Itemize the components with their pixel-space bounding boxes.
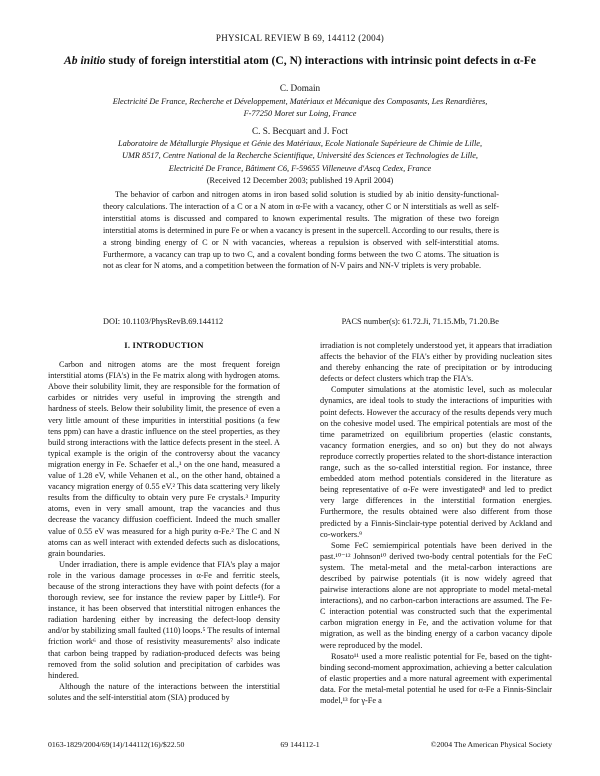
footer-page-number: 69 144112-1: [280, 740, 320, 749]
right-paragraph-3: Some FeC semiempirical potentials have been derived in the past.¹⁰⁻¹² Johnson¹⁰ derived two-body central potentials for the FeC system. The metal-metal and the metal-carbon interactions are described by pairwise potentials (it is now widely agreed that pairwise interactions alone are not appropriate to model metal-metal interactions), and no carbon-carbon interactions are assumed. The Fe-C interaction potential was constructed such that the experimental carbon migration energy in Fe, and the activation volume for that migration, as well as the binding energy of a carbon vacancy dipole were reproduced by the model.: [320, 540, 552, 650]
section-heading: I. INTRODUCTION: [124, 340, 204, 350]
author-line-2: C. S. Becquart and J. Foct: [252, 126, 348, 136]
left-column: [48, 340, 280, 703]
left-paragraph-3: Although the nature of the interactions between the interstitial solutes and the self-interstitial atom (SIA) produced by: [48, 681, 280, 702]
affiliation-1: [60, 96, 540, 121]
left-paragraph-2: Under irradiation, there is ample evidence that FIA's play a major role in the various damage processes in α-Fe and ferritic steels, because of the strong interactions they have with point defects (for a thorough review, see for instance the review paper by Little⁴). For instance, it has been observed that interstitial nitrogen enhances the radiation hardening either by increasing the defect-loop density and/or by stabilizing small faulted (110) loops.⁵ The results of internal friction work⁶ and those of resistivity measurements⁷ also indicate that carbon being trapped by radiation-produced defects was being removed from the solid solution and precipitation of carbides was hindered.: [48, 559, 280, 680]
right-paragraph-4: Rosato¹¹ used a more realistic potential for Fe, based on the tight-binding second-moment approximation, achieving a better calculation of elastic properties and a more natural agreement with experimental data. For the metal-metal potential he used for α-Fe a Finnis-Sinclair model,¹³ for γ-Fe a: [320, 651, 552, 705]
affiliation-2-text-1: Laboratoire de Métallurgie Physique et Génie des Matériaux, Ecole Nationale Supérieure de Chimie de Lille,: [117, 139, 483, 148]
affiliation-2-block: [60, 138, 540, 175]
footer-issn: 0163-1829/2004/69(14)/144112(16)/$22.50: [48, 740, 185, 749]
author-line-1: C. Domain: [279, 83, 321, 93]
doi: DOI: 10.1103/PhysRevB.69.144112: [103, 317, 224, 326]
pacs-numbers: PACS number(s): 61.72.Ji, 71.15.Mb, 71.20.Be: [341, 317, 499, 326]
title-lead: Ab initio: [64, 54, 106, 67]
abstract: The behavior of carbon and nitrogen atoms in iron based solid solution is studied by ab initio density-functional-theory calculations. The interaction of a C or a N atom in α-Fe with a vacancy, other C or N interstitials as well as self-interstitial atoms is discussed and compared to known experimental results. The migration of these two foreign interstitial atoms is determined in pure Fe or when a vacancy is present in the supercell. According to our results, there is a strong binding energy of C or N with vacancies, whereas a repulsion is observed with self-interstitial atoms. Furthermore, a vacancy can trap up to two C, and a covalent bonding forms between the two C atoms. The situation is not as clear for N atoms, and a competition between the formation of N-V pairs and NN-V triplets is very probable.: [103, 190, 499, 271]
title-rest: study of foreign interstitial atom (C, N) interactions with intrinsic point defects in α-Fe: [108, 54, 536, 67]
affiliation-2-text-2: UMR 8517, Centre National de la Recherche Scientifique, Université des Sciences et Technologies de Lille,: [122, 151, 478, 161]
footer-copyright: ©2004 The American Physical Society: [430, 740, 552, 749]
journal-header: PHYSICAL REVIEW B 69, 144112 (2004): [215, 33, 385, 43]
left-paragraph-1: Carbon and nitrogen atoms are the most frequent foreign interstitial atoms (FIA's) in the Fe matrix along with hydrogen atoms. Above their solubility limit, they are responsible for the formation of carbides or nitrides very useful in improving the strength and hardness of steels. Below their solubility limit, the presence of even a very little amount of these impurities in interstitial positions (a few tens ppm) can have a drastic influence on the steel properties, as they build strong interactions with the lattice defects present in the steel. A typical example is the origin of the controversy about the vacancy migration energy in Fe. Schaefer et al.,¹ on the one hand, measured a value of 1.28 eV, while Vehanen et al., on the other hand, obtained a vacancy migration energy of 0.55 eV.² This data scattering very likely results from the difficulty to obtain very pure Fe crystals.³ Impurity atoms, even in very small amount, trap the vacancies and thus decrease the vacancy diffusion coefficient. Indeed the much smaller value of 0.55 eV was measured for a high purity α-Fe.² The C and N atoms can as well interact with extended defects such as dislocations, grain boundaries.: [48, 360, 280, 558]
right-paragraph-1: irradiation is not completely understood yet, it appears that irradiation affects the behavior of the FIA's either by providing nucleation sites and thereby enhancing the rate of precipitation or by introducing defects or defect clusters which trap the FIA's.: [320, 341, 552, 384]
paper-title: [40, 54, 560, 67]
right-column: [320, 340, 552, 706]
right-paragraph-2: Computer simulations at the atomistic level, such as molecular dynamics, are ideal tools to study the interactions of impurities with point defects. However the accuracy of the results depends very much on the cohesive model used. The empirical potentials are most of the time parametrized on equilibrium properties (elastic constants, vacancy formation energies, and so on) but they do not always reproduce correctly properties related to the short-distance interaction range, such as the so-called interstitial region. For instance, three embedded atom method potentials considered in the literature as being representative of α-Fe were investigated⁸ and led to predict very large differences in the interstitial formation energies. Furthermore, the results obtained were also different from those predicted by a Finnis-Sinclair-type potential derived by Ackland and co-workers.⁹: [320, 385, 552, 539]
affiliation-1-line-2: F-77250 Moret sur Loing, France: [243, 109, 357, 119]
received-dates: (Received 12 December 2003; published 19 April 2004): [206, 176, 394, 185]
affiliation-1-line-1: Electricité De France, Recherche et Développement, Matériaux et Mécanique des Composants, Les Renardières,: [112, 97, 488, 106]
affiliation-2-text-3: Electricité De France, Bâtiment C6, F-59655 Villeneuve d'Ascq Cedex, France: [168, 163, 432, 173]
